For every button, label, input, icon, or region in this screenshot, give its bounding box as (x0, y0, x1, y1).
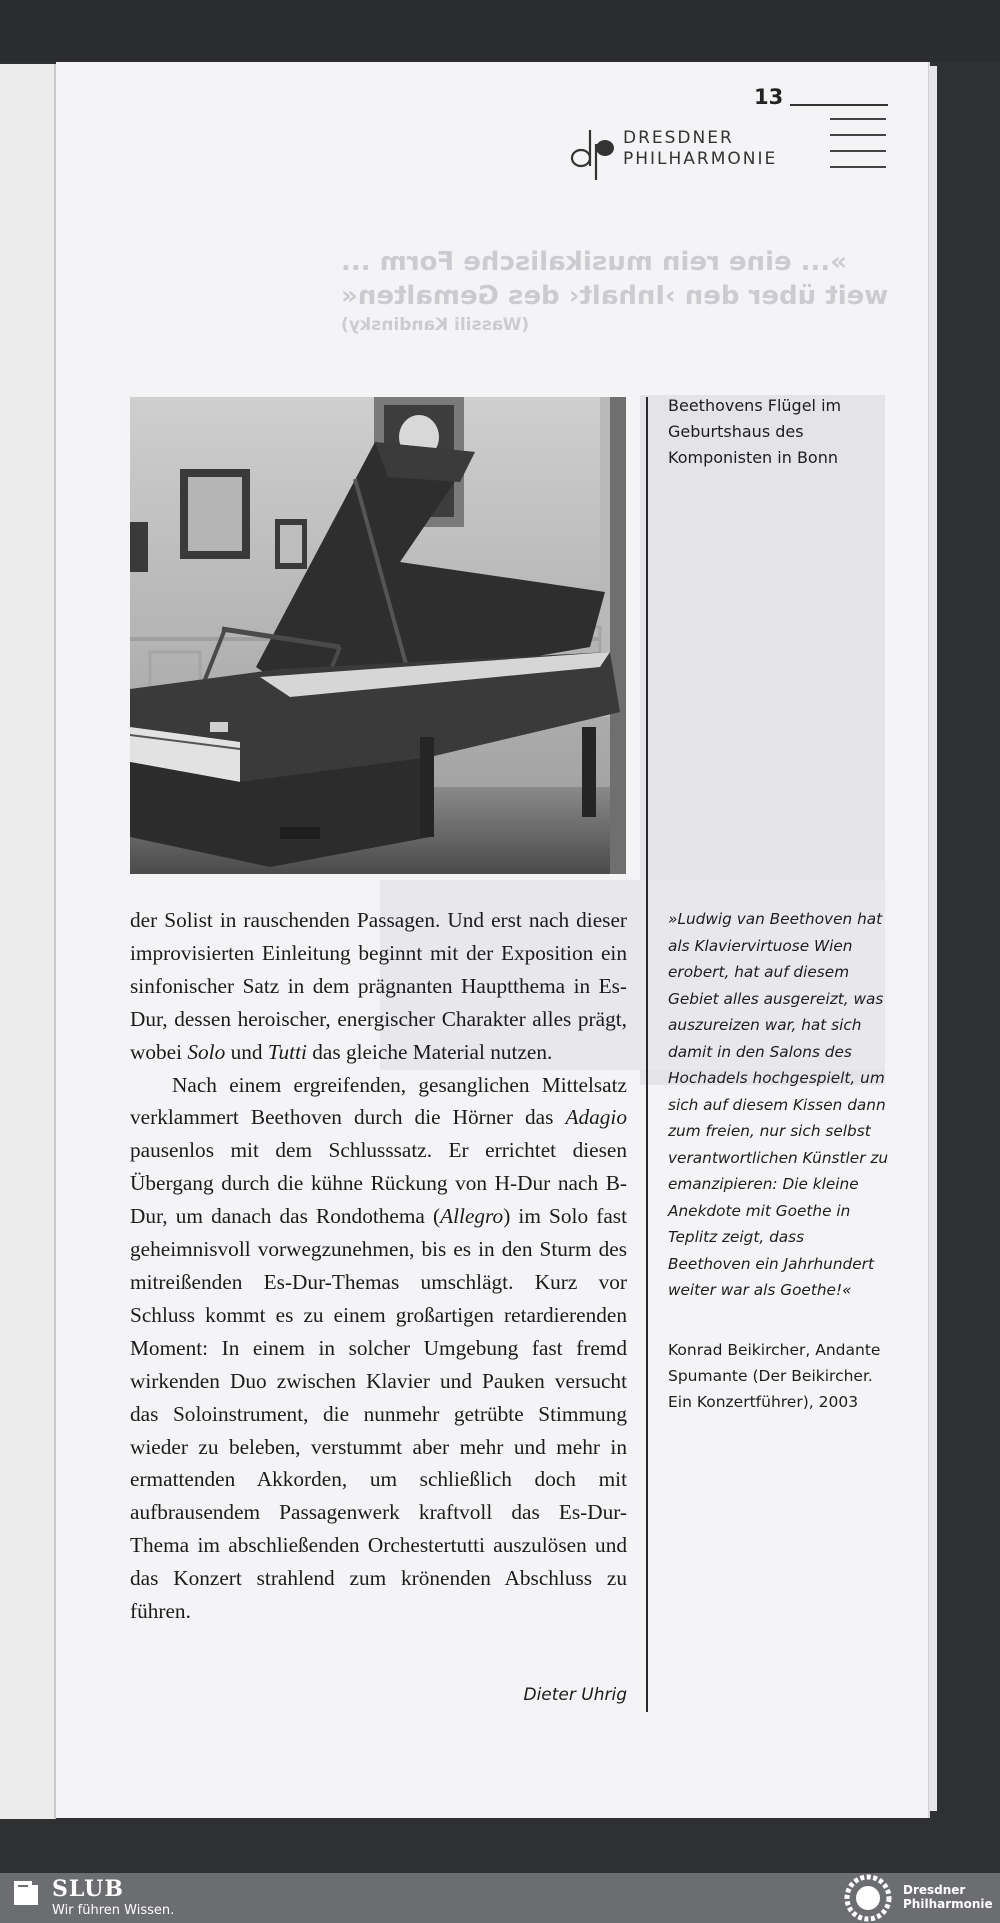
philharmonie-emblem-icon (842, 1874, 894, 1922)
article-author: Dieter Uhrig (523, 1685, 627, 1705)
partner-name: Dresdner Philharmonie (903, 1883, 993, 1911)
dresdner-philharmonie-logo (568, 124, 838, 184)
sidebar-quote: »Ludwig van Beethoven hat als Klaviervirtuose Wien erobert, hat auf diesem Gebiet alles ausgereizt, was auszureizen war, hat sich damit in den Salons des Hochadels hochgespielt, um sich auf diesem Kissen dann zum freien, nur sich selbst verantwortlichen Künstler zu emanzipieren: Die kleine Anekdote mit Goethe in Teplitz zeigt, dass Beethoven ein Jahrhundert weiter war als Goethe!« (668, 910, 889, 1299)
logo-line-1: DRESDNER (623, 128, 734, 148)
photo-caption: Beethovens Flügel im Geburtshaus des Komponisten in Bonn (668, 396, 842, 467)
library-name: SLUB (52, 1876, 124, 1902)
term-allegro: Allegro (440, 1204, 504, 1229)
column-divider (646, 397, 648, 1712)
scan-background (0, 0, 1000, 62)
paragraph-2: Nach einem ergreifenden, gesanglichen Mittelsatz verklammert Beethoven durch die Hörner das Adagio pausenlos mit dem Schlusssatz. Er errichtet diesen Übergang durch die kühne Rückung von H-Dur nach B-Dur, um danach das Rondothema (Allegro) im Solo fast geheimnisvoll vorwegzunehmen, bis es in den Sturm des mitreißenden Es-Dur-Themas umschlägt. Kurz vor Schluss kommt es zu einem großartigen retardierenden Moment: In einem in solcher Umgebung fast fremd wirkenden Duo zwischen Klavier und Pauken versucht das Soloinstrument, die nunmehr getrübte Stimmung wieder zu beleben, verstummt aber mehr und mehr in ermattenden Akkorden, um schließlich doch mit aufbrausendem Passagenwerk kraftvoll das Es-Dur-Thema im abschließenden Orchestertutti auszulösen und das Konzert strahlend zum krönenden Abschluss zu führen. (130, 1072, 627, 1624)
library-tagline: Wir führen Wissen. (52, 1903, 175, 1918)
page-edge (928, 66, 937, 1811)
page-number-rule (790, 104, 888, 106)
dp-logo-icon (568, 124, 618, 180)
paragraph-1: der Solist in rauschenden Passagen. Und erst nach dieser improvisierten Einleitung beginnt mit der Exposition ein sinfonischer Satz in dem prägnanten Hauptthema in Es-Dur, dessen heroischer, energischer Charakter alles prägt, wobei Solo und Tutti das gleiche Material nutzen. (130, 908, 627, 1064)
beethoven-piano-photo (130, 397, 626, 874)
term-solo: Solo (187, 1039, 226, 1064)
term-adagio: Adagio (565, 1105, 627, 1130)
article-body (130, 904, 627, 1628)
quote-source: Konrad Beikircher, Andante Spumante (Der Beikircher. Ein Konzertführer), 2003 (668, 1341, 881, 1411)
bleed-through-heading: »... eine rein musikalische Form ... weit über den ›Inhalt‹ des Gemalten« (Wassili Kandinsky) (340, 247, 888, 335)
slub-book-icon (12, 1879, 42, 1909)
logo-line-2: PHILHARMONIE (623, 149, 778, 169)
page-number: 13 (754, 85, 784, 109)
term-tutti: Tutti (267, 1039, 307, 1064)
previous-page-edge (0, 64, 56, 1819)
page-edge-tabs (830, 118, 886, 182)
